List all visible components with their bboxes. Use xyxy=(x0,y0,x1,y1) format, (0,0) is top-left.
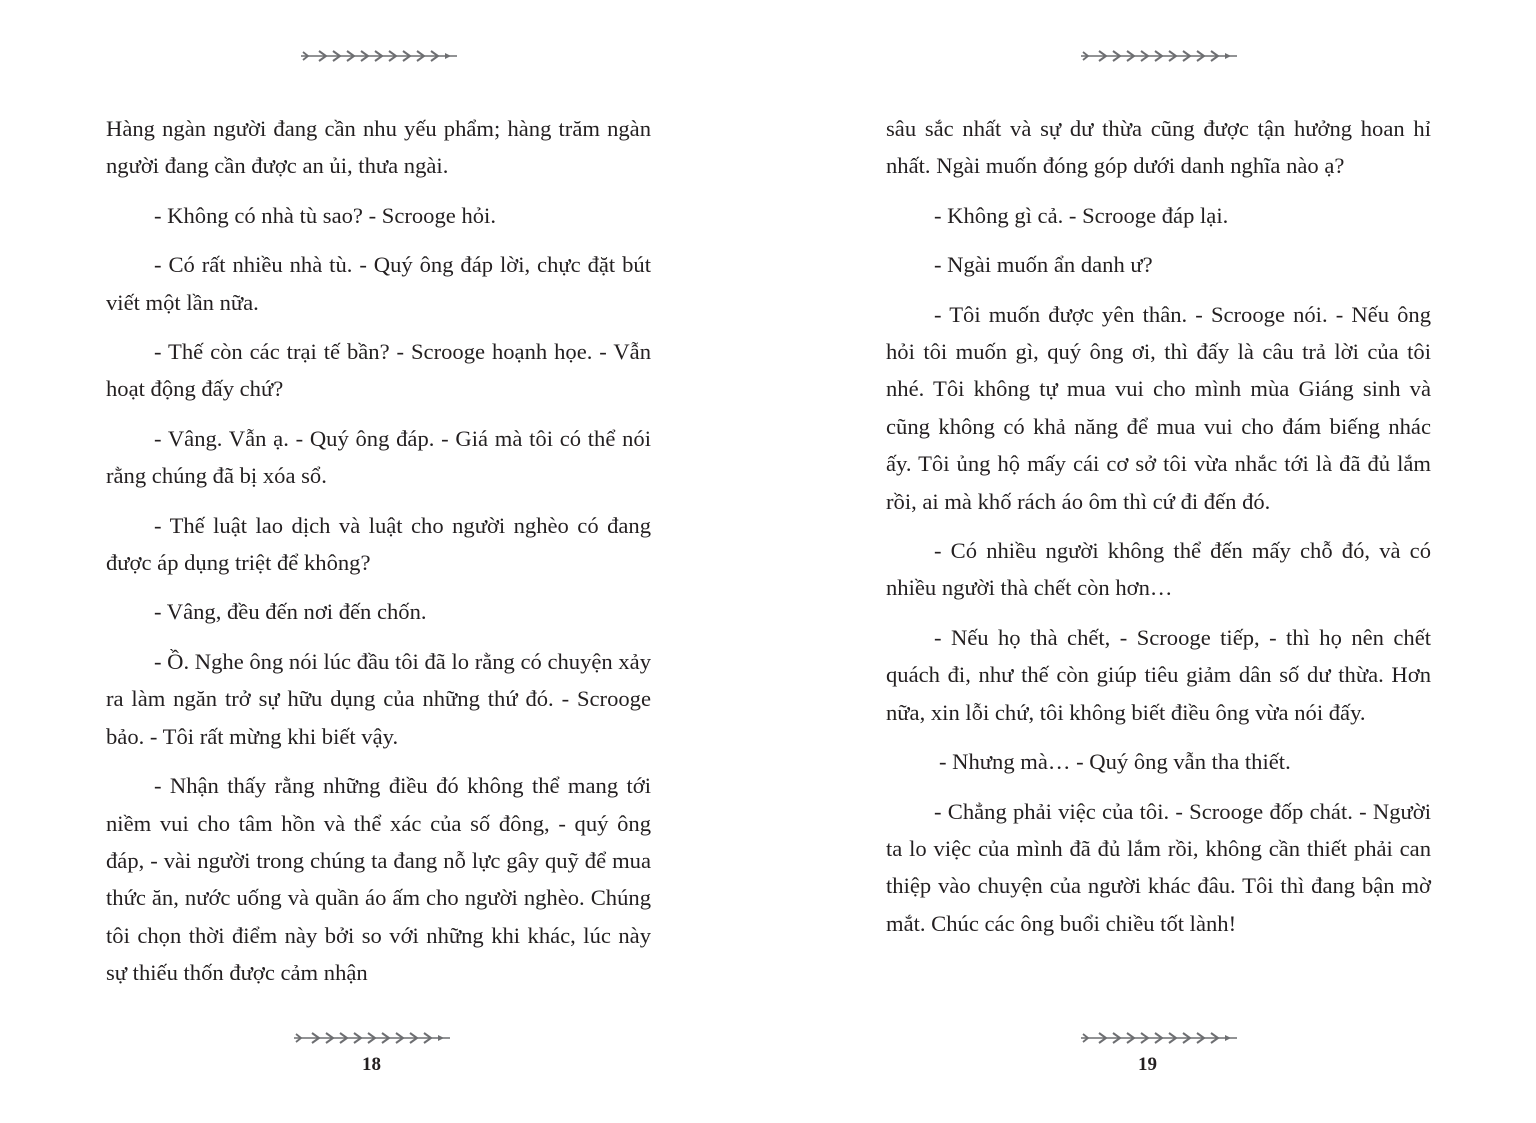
paragraph: - Không có nhà tù sao? - Scrooge hỏi. xyxy=(154,202,496,228)
paragraph: - Vâng. Vẫn ạ. - Quý ông đáp. - Giá mà tôi có thể nói rằng chúng đã bị xóa sổ. xyxy=(106,425,651,489)
paragraph: - Có nhiều người không thể đến mấy chỗ đó, và có nhiều người thà chết còn hơn… xyxy=(886,538,1431,601)
page-number: 19 xyxy=(1138,1054,1157,1075)
paragraph: - Vâng, đều đến nơi đến chốn. xyxy=(154,599,427,625)
paragraph: - Ngài muốn ẩn danh ư? xyxy=(934,252,1153,278)
ornament-top-icon xyxy=(299,49,459,63)
left-page-text xyxy=(106,110,651,992)
paragraph: - Thế còn các trại tế bần? - Scrooge hoạnh họe. - Vẫn hoạt động đấy chứ? xyxy=(106,339,651,402)
right-page-text xyxy=(886,110,1431,942)
paragraph: - Tôi muốn được yên thân. - Scrooge nói. - Nếu ông hỏi tôi muốn gì, quý ông ơi, thì đấy là câu trả lời của tôi nhé. Tôi không tự mua vui cho mình mùa Giáng sinh và cũng không có khả năng để mua vui cho đám biếng nhác ấy. Tôi ủng hộ mấy cái cơ sở tôi vừa nhắc tới là đã đủ lắm rồi, ai mà khố rách áo ôm thì cứ đi đến đó. xyxy=(886,301,1431,514)
ornament-bottom-icon xyxy=(1079,1031,1239,1045)
paragraph: - Thế luật lao dịch và luật cho người nghèo có đang được áp dụng triệt để không? xyxy=(106,512,651,576)
ornament-top-icon xyxy=(1079,49,1239,63)
paragraph: Hàng ngàn người đang cần nhu yếu phẩm; hàng trăm ngàn người đang cần được an ủi, thưa ngài. xyxy=(106,116,651,179)
ornament-bottom-icon xyxy=(292,1031,452,1045)
paragraph: - Nhận thấy rằng những điều đó không thể mang tới niềm vui cho tâm hồn và thể xác của số đông, - quý ông đáp, - vài người trong chúng ta đang nỗ lực gây quỹ để mua thức ăn, nước uống và quần áo ấm cho người nghèo. Chúng tôi chọn thời điểm này bởi so với những khi khác, lúc này sự thiếu thốn được cảm nhận xyxy=(106,773,651,986)
paragraph: - Nhưng mà… - Quý ông vẫn tha thiết. xyxy=(939,749,1291,775)
paragraph: - Có rất nhiều nhà tù. - Quý ông đáp lời, chực đặt bút viết một lần nữa. xyxy=(106,252,651,315)
paragraph: - Chẳng phải việc của tôi. - Scrooge đốp chát. - Người ta lo việc của mình đã đủ lắm rồi, không cần thiết phải can thiệp vào chuyện của người khác đâu. Tôi thì đang bận mờ mắt. Chúc các ông buổi chiều tốt lành! xyxy=(886,798,1431,936)
right-page xyxy=(886,0,1431,1123)
paragraph: - Nếu họ thà chết, - Scrooge tiếp, - thì họ nên chết quách đi, như thế còn giúp tiêu giảm dân số dư thừa. Hơn nữa, xin lỗi chứ, tôi không biết điều ông vừa nói đấy. xyxy=(886,624,1431,725)
page-number: 18 xyxy=(362,1054,381,1075)
paragraph: - Không gì cả. - Scrooge đáp lại. xyxy=(934,202,1229,228)
left-page xyxy=(106,0,651,1123)
paragraph: sâu sắc nhất và sự dư thừa cũng được tận hưởng hoan hỉ nhất. Ngài muốn đóng góp dưới danh nghĩa nào ạ? xyxy=(886,116,1431,179)
paragraph: - Ồ. Nghe ông nói lúc đầu tôi đã lo rằng có chuyện xảy ra làm ngăn trở sự hữu dụng của những thứ đó. - Scrooge bảo. - Tôi rất mừng khi biết vậy. xyxy=(106,648,651,749)
